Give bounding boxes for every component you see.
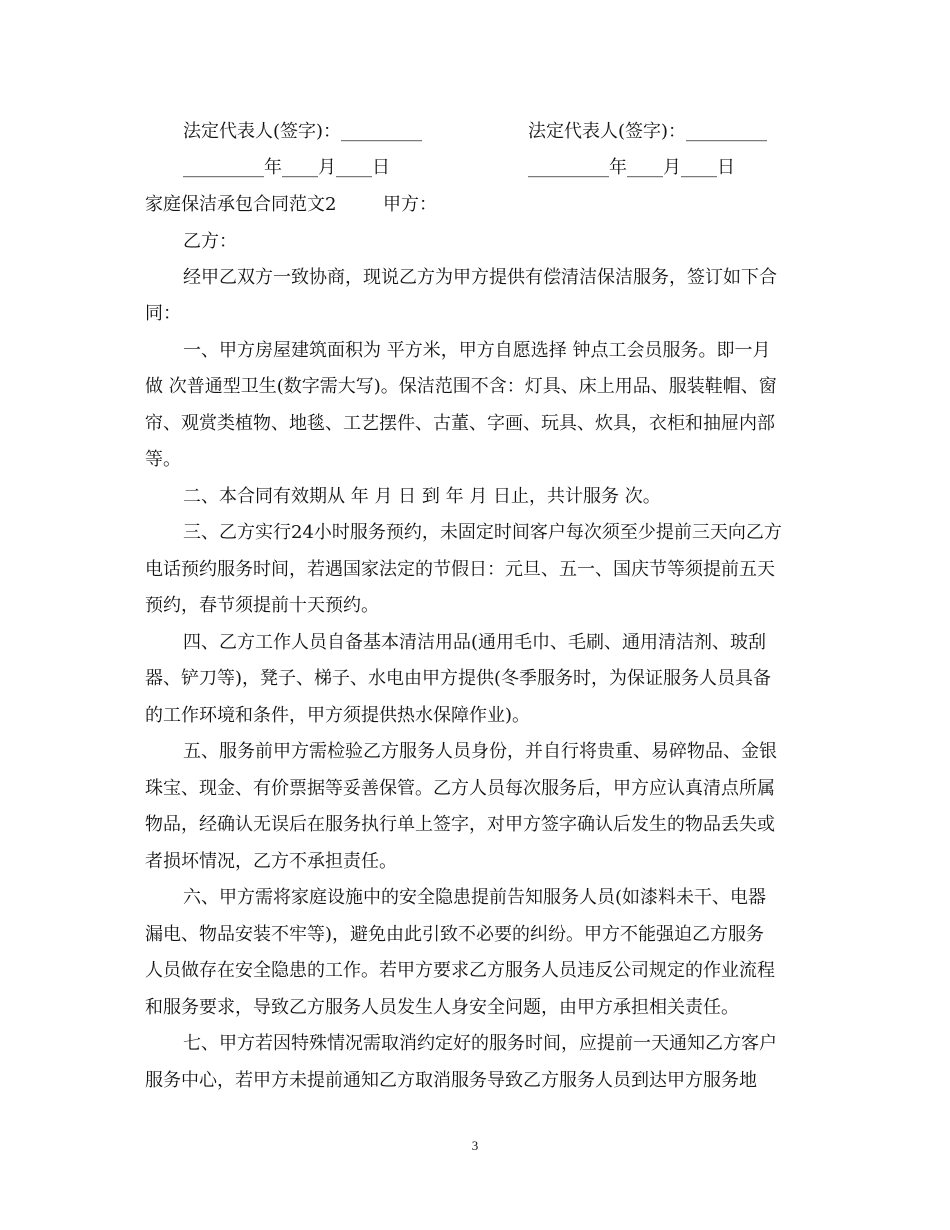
clause-5-line: 者损坏情况，乙方不承担责任。 [145, 851, 397, 872]
clause-5-line: 物品，经确认无误后在服务执行单上签字，对甲方签字确认后发生的物品丢失或 [145, 814, 775, 835]
clause-6-line: 人员做存在安全隐患的工作。若甲方要求乙方服务人员违反公司规定的作业流程 [145, 960, 775, 981]
left-signature-line: 法定代表人(签字)：_________ [183, 121, 423, 142]
clause-1-line: 等。 [145, 449, 181, 470]
clause-7-line: 服务中心，若甲方未提前通知乙方取消服务导致乙方服务人员到达甲方服务地 [145, 1070, 757, 1091]
page-number: 3 [471, 1138, 479, 1153]
clause-4-line: 四、乙方工作人员自备基本清洁用品(通用毛巾、毛刷、通用清洁剂、玻刮 [183, 632, 767, 653]
clause-1-line: 做 次普通型卫生(数字需大写)。保洁范围不含：灯具、床上用品、服装鞋帽、窗 [145, 376, 777, 397]
clause-1-line: 帘、观赏类植物、地毯、工艺摆件、古董、字画、玩具、炊具，衣柜和抽屉内部 [145, 413, 775, 434]
clause-3-line: 预约，春节须提前十天预约。 [145, 595, 379, 616]
right-signature-line: 法定代表人(签字)：_________ [528, 121, 768, 142]
clause-2-line: 二、本合同有效期从 年 月 日 到 年 月 日止，共计服务 次。 [183, 486, 661, 507]
party-a-label: 甲方： [383, 194, 437, 215]
clause-5-line: 五、服务前甲方需检验乙方服务人员身份，并自行将贵重、易碎物品、金银 [183, 741, 777, 762]
clause-4-line: 的工作环境和条件，甲方须提供热水保障作业)。 [145, 705, 531, 726]
document-title: 家庭保洁承包合同范文2 [145, 194, 337, 215]
left-date-line: _________年____月____日 [183, 157, 390, 178]
clause-6-line: 和服务要求，导致乙方服务人员发生人身安全问题，由甲方承担相关责任。 [145, 997, 739, 1018]
clause-6-line: 漏电、物品安装不牢等)，避免由此引致不必要的纠纷。甲方不能强迫乙方服务 [145, 924, 765, 945]
clause-3-line: 三、乙方实行24小时服务预约，未固定时间客户每次须至少提前三天向乙方 [183, 522, 782, 543]
clause-7-line: 七、甲方若因特殊情况需取消约定好的服务时间，应提前一天通知乙方客户 [183, 1033, 777, 1054]
right-date-line: _________年____月____日 [528, 157, 735, 178]
body-line: 同： [145, 303, 181, 324]
party-b-label: 乙方： [183, 231, 237, 252]
clause-3-line: 电话预约服务时间，若遇国家法定的节假日：元旦、五一、国庆节等须提前五天 [145, 559, 775, 580]
body-line: 经甲乙双方一致协商，现说乙方为甲方提供有偿清洁保洁服务，签订如下合 [183, 267, 777, 288]
clause-5-line: 珠宝、现金、有价票据等妥善保管。乙方人员每次服务后，甲方应认真清点所属 [145, 778, 775, 799]
clause-4-line: 器、铲刀等)，凳子、梯子、水电由甲方提供(冬季服务时，为保证服务人员具备 [145, 668, 772, 689]
clause-6-line: 六、甲方需将家庭设施中的安全隐患提前告知服务人员(如漆料未干、电器 [183, 887, 767, 908]
clause-1-line: 一、甲方房屋建筑面积为 平方米，甲方自愿选择 钟点工会员服务。即一月 [183, 340, 771, 361]
